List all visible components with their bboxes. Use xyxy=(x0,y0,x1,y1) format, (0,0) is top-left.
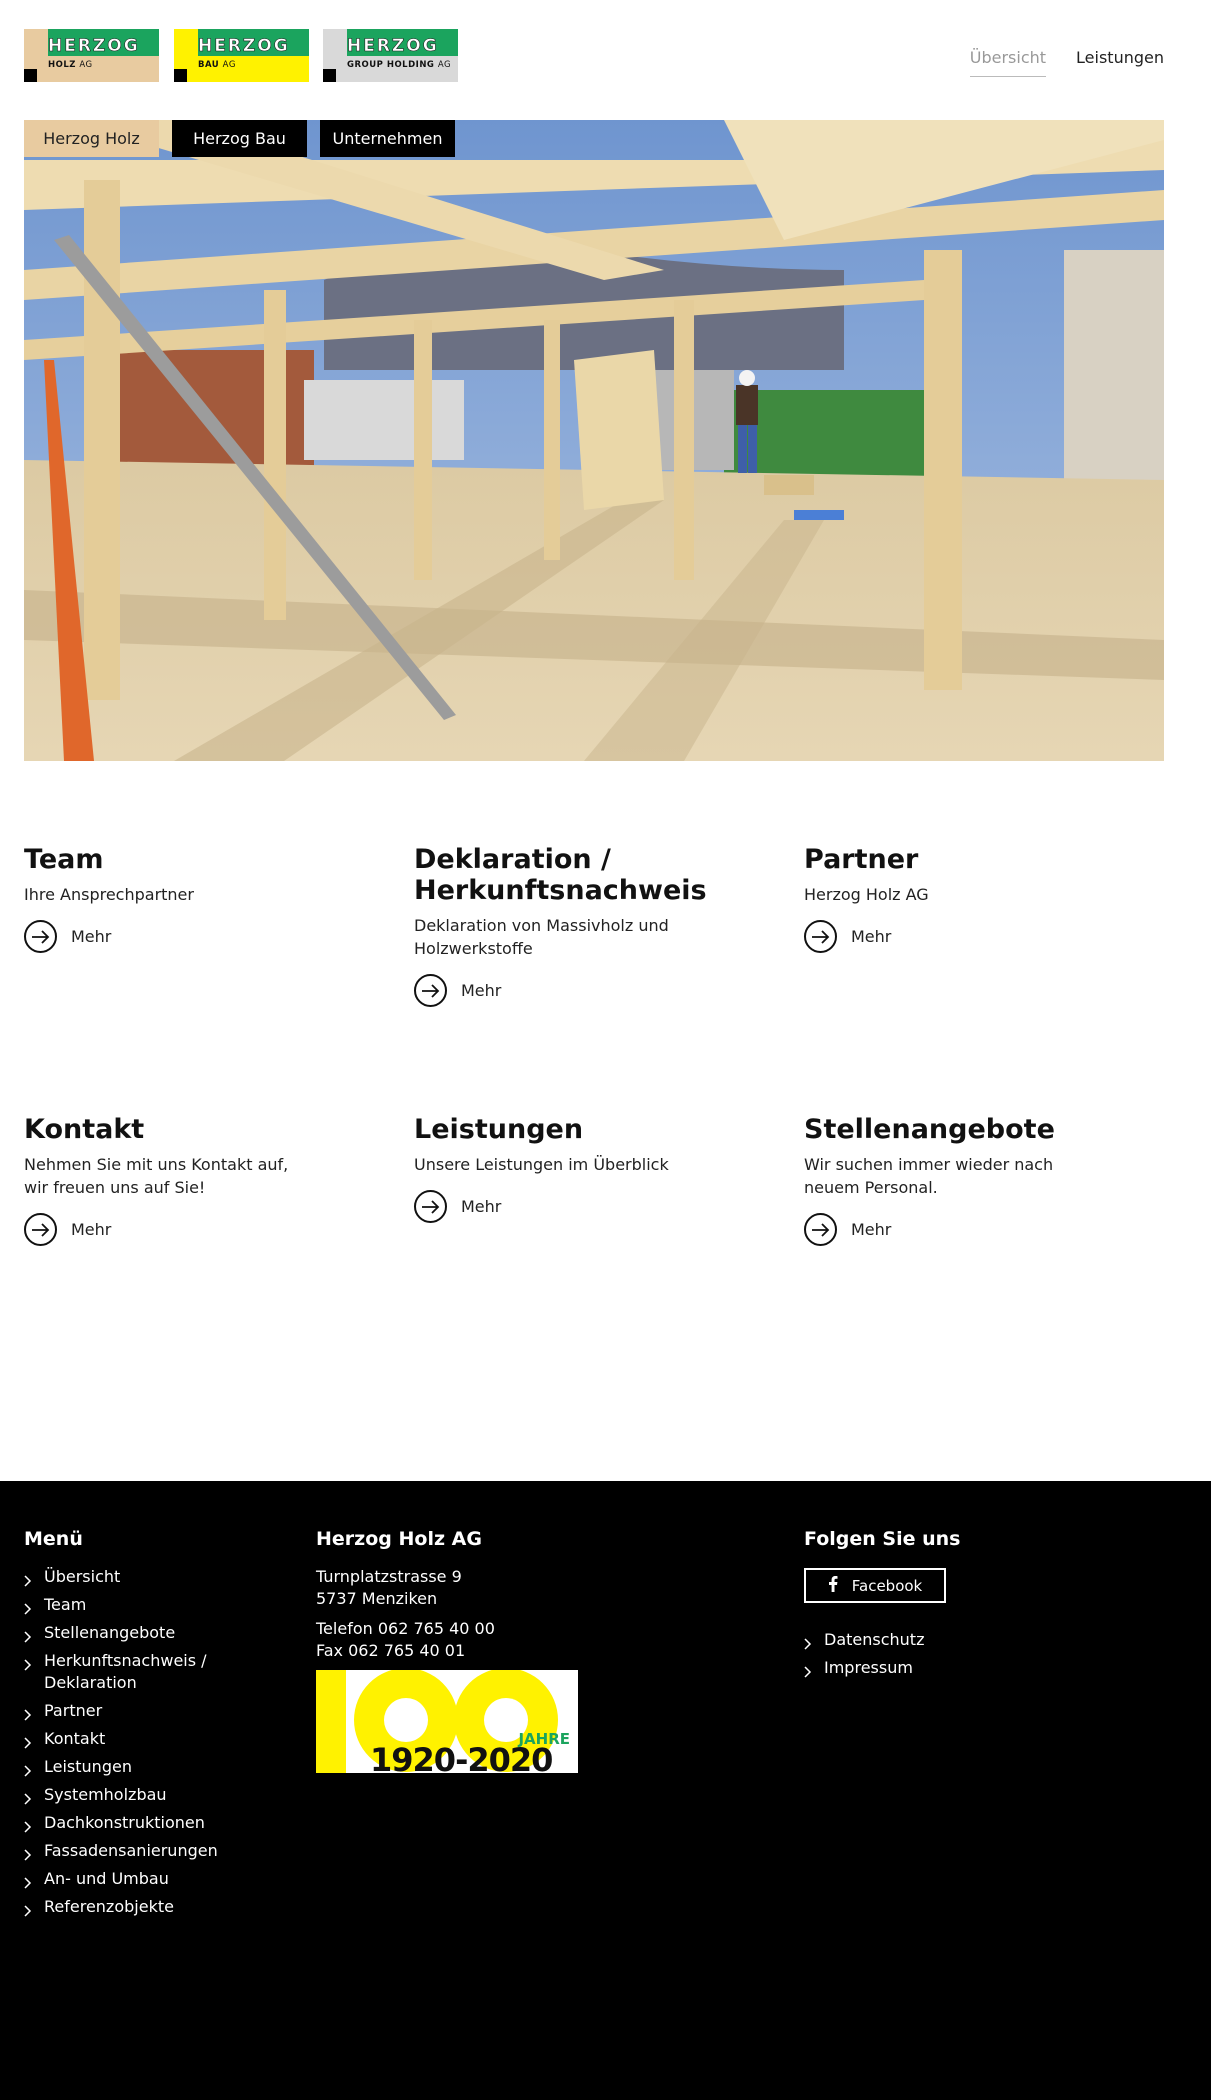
facebook-label: Facebook xyxy=(851,1576,923,1595)
footer-menu-label: Fassadensanierungen xyxy=(44,1841,218,1860)
site-header xyxy=(0,0,1211,120)
arrow-right-icon xyxy=(414,974,447,1007)
logo-name: HERZOG xyxy=(198,36,290,56)
impressum-link[interactable] xyxy=(804,1657,1104,1679)
card-stellenangebote xyxy=(804,1114,1124,1246)
legal-link-label: Impressum xyxy=(824,1658,913,1677)
card-text: Wir suchen immer wieder nach neuem Personal. xyxy=(804,1155,1054,1197)
footer-menu-label: Referenzobjekte xyxy=(44,1897,174,1916)
chevron-right-icon xyxy=(24,1733,32,1755)
logo-sub: GROUP HOLDING xyxy=(347,60,435,70)
more-link[interactable] xyxy=(804,1213,1124,1246)
more-label: Mehr xyxy=(461,1197,502,1216)
more-link[interactable] xyxy=(414,1190,734,1223)
fax-number: Fax 062 765 40 01 xyxy=(316,1641,466,1660)
jubilee-label: JAHRE xyxy=(518,1730,570,1748)
footer-menu-label: Herkunftsnachweis / Deklaration xyxy=(44,1651,207,1692)
chevron-right-icon xyxy=(24,1599,32,1621)
footer-menu-item[interactable] xyxy=(24,1756,284,1778)
address-city: 5737 Menziken xyxy=(316,1589,438,1608)
logo-sub-suffix: AG xyxy=(437,60,452,70)
jubilee-years: 1920-2020 xyxy=(370,1741,553,1773)
chevron-right-icon xyxy=(24,1817,32,1839)
arrow-right-icon xyxy=(24,1213,57,1246)
datenschutz-link[interactable] xyxy=(804,1629,1104,1651)
logo-sub: HOLZ xyxy=(48,60,76,70)
more-link[interactable] xyxy=(24,920,344,953)
footer-social-column xyxy=(804,1528,1104,1685)
footer-menu-label: Kontakt xyxy=(44,1729,106,1748)
more-label: Mehr xyxy=(461,981,502,1000)
more-label: Mehr xyxy=(851,927,892,946)
footer-menu-column xyxy=(24,1528,284,1924)
card-title: Deklaration / Herkunftsnachweis xyxy=(414,844,707,906)
more-link[interactable] xyxy=(24,1213,344,1246)
logo-herzog-holz[interactable] xyxy=(24,29,159,82)
footer-menu-label: An- und Umbau xyxy=(44,1869,169,1888)
more-link[interactable] xyxy=(804,920,1124,953)
chevron-right-icon xyxy=(804,1634,812,1656)
footer-menu-item[interactable] xyxy=(24,1728,284,1750)
card-text: Herzog Holz AG xyxy=(804,885,929,904)
footer-menu-title: Menü xyxy=(24,1528,83,1550)
chevron-right-icon xyxy=(24,1705,32,1727)
nav-link-uebersicht[interactable]: Übersicht xyxy=(970,48,1046,77)
logo-sub-suffix: AG xyxy=(222,60,236,70)
facebook-icon xyxy=(828,1576,838,1596)
legal-links xyxy=(804,1629,1104,1679)
card-title: Partner xyxy=(804,844,919,875)
footer-menu-item[interactable] xyxy=(24,1622,284,1644)
footer-menu-item[interactable] xyxy=(24,1650,284,1694)
footer-company-column xyxy=(316,1528,616,1773)
footer-menu-item[interactable] xyxy=(24,1784,284,1806)
chevron-right-icon xyxy=(24,1901,32,1923)
site-footer xyxy=(0,1481,1211,2100)
footer-menu xyxy=(24,1566,284,1918)
more-label: Mehr xyxy=(71,1220,112,1239)
card-leistungen xyxy=(414,1114,734,1223)
address xyxy=(316,1566,616,1610)
footer-company-title: Herzog Holz AG xyxy=(316,1528,482,1550)
footer-menu-label: Leistungen xyxy=(44,1757,132,1776)
hero-image-timber-construction xyxy=(24,120,1164,761)
footer-menu-label: Übersicht xyxy=(44,1567,121,1586)
footer-menu-label: Partner xyxy=(44,1701,103,1720)
card-text: Unsere Leistungen im Überblick xyxy=(414,1155,669,1174)
footer-menu-item[interactable] xyxy=(24,1594,284,1616)
chevron-right-icon xyxy=(24,1627,32,1649)
card-title: Stellenangebote xyxy=(804,1114,1055,1145)
address-street: Turnplatzstrasse 9 xyxy=(316,1567,462,1586)
logo-name: HERZOG xyxy=(48,36,140,56)
chevron-right-icon xyxy=(24,1873,32,1895)
arrow-right-icon xyxy=(414,1190,447,1223)
card-title: Leistungen xyxy=(414,1114,584,1145)
jubilee-100-years-badge xyxy=(316,1670,578,1773)
top-navigation xyxy=(970,48,1164,77)
company-tabs xyxy=(24,120,455,157)
card-title: Kontakt xyxy=(24,1114,145,1145)
more-link[interactable] xyxy=(414,974,734,1007)
logo-name: HERZOG xyxy=(347,36,439,56)
card-text: Ihre Ansprechpartner xyxy=(24,885,194,904)
nav-link-leistungen[interactable]: Leistungen xyxy=(1076,48,1164,67)
logo-sub-suffix: AG xyxy=(79,60,93,70)
more-label: Mehr xyxy=(851,1220,892,1239)
more-label: Mehr xyxy=(71,927,112,946)
footer-menu-item[interactable] xyxy=(24,1868,284,1890)
card-team xyxy=(24,844,344,953)
footer-menu-label: Dachkonstruktionen xyxy=(44,1813,205,1832)
card-partner xyxy=(804,844,1124,953)
tab-herzog-holz[interactable]: Herzog Holz xyxy=(24,120,159,157)
chevron-right-icon xyxy=(24,1789,32,1811)
footer-menu-item[interactable] xyxy=(24,1812,284,1834)
chevron-right-icon xyxy=(24,1761,32,1783)
chevron-right-icon xyxy=(24,1655,32,1677)
footer-menu-item[interactable] xyxy=(24,1700,284,1722)
phone-number[interactable]: Telefon 062 765 40 00 xyxy=(316,1619,495,1638)
arrow-right-icon xyxy=(804,920,837,953)
footer-menu-label: Stellenangebote xyxy=(44,1623,176,1642)
logo-herzog-bau[interactable] xyxy=(174,29,309,82)
card-title: Team xyxy=(24,844,104,875)
card-kontakt xyxy=(24,1114,344,1246)
footer-menu-label: Team xyxy=(44,1595,87,1614)
chevron-right-icon xyxy=(24,1571,32,1593)
footer-menu-item[interactable] xyxy=(24,1896,284,1918)
tab-herzog-bau[interactable]: Herzog Bau xyxy=(172,120,307,157)
facebook-button[interactable] xyxy=(804,1568,946,1603)
chevron-right-icon xyxy=(804,1662,812,1684)
arrow-right-icon xyxy=(804,1213,837,1246)
legal-link-label: Datenschutz xyxy=(824,1630,925,1649)
tab-unternehmen[interactable]: Unternehmen xyxy=(320,120,455,157)
footer-menu-item[interactable] xyxy=(24,1840,284,1862)
logo-herzog-group-holding[interactable] xyxy=(323,29,457,82)
card-deklaration xyxy=(414,844,734,1007)
footer-menu-item[interactable] xyxy=(24,1566,284,1588)
arrow-right-icon xyxy=(24,920,57,953)
footer-follow-title: Folgen Sie uns xyxy=(804,1528,961,1550)
card-text: Deklaration von Massivholz und Holzwerkstoffe xyxy=(414,916,669,958)
footer-menu-label: Systemholzbau xyxy=(44,1785,167,1804)
card-text: Nehmen Sie mit uns Kontakt auf, wir freuen uns auf Sie! xyxy=(24,1155,289,1197)
contact-numbers xyxy=(316,1618,616,1662)
logo-sub: BAU xyxy=(198,60,220,70)
chevron-right-icon xyxy=(24,1845,32,1867)
